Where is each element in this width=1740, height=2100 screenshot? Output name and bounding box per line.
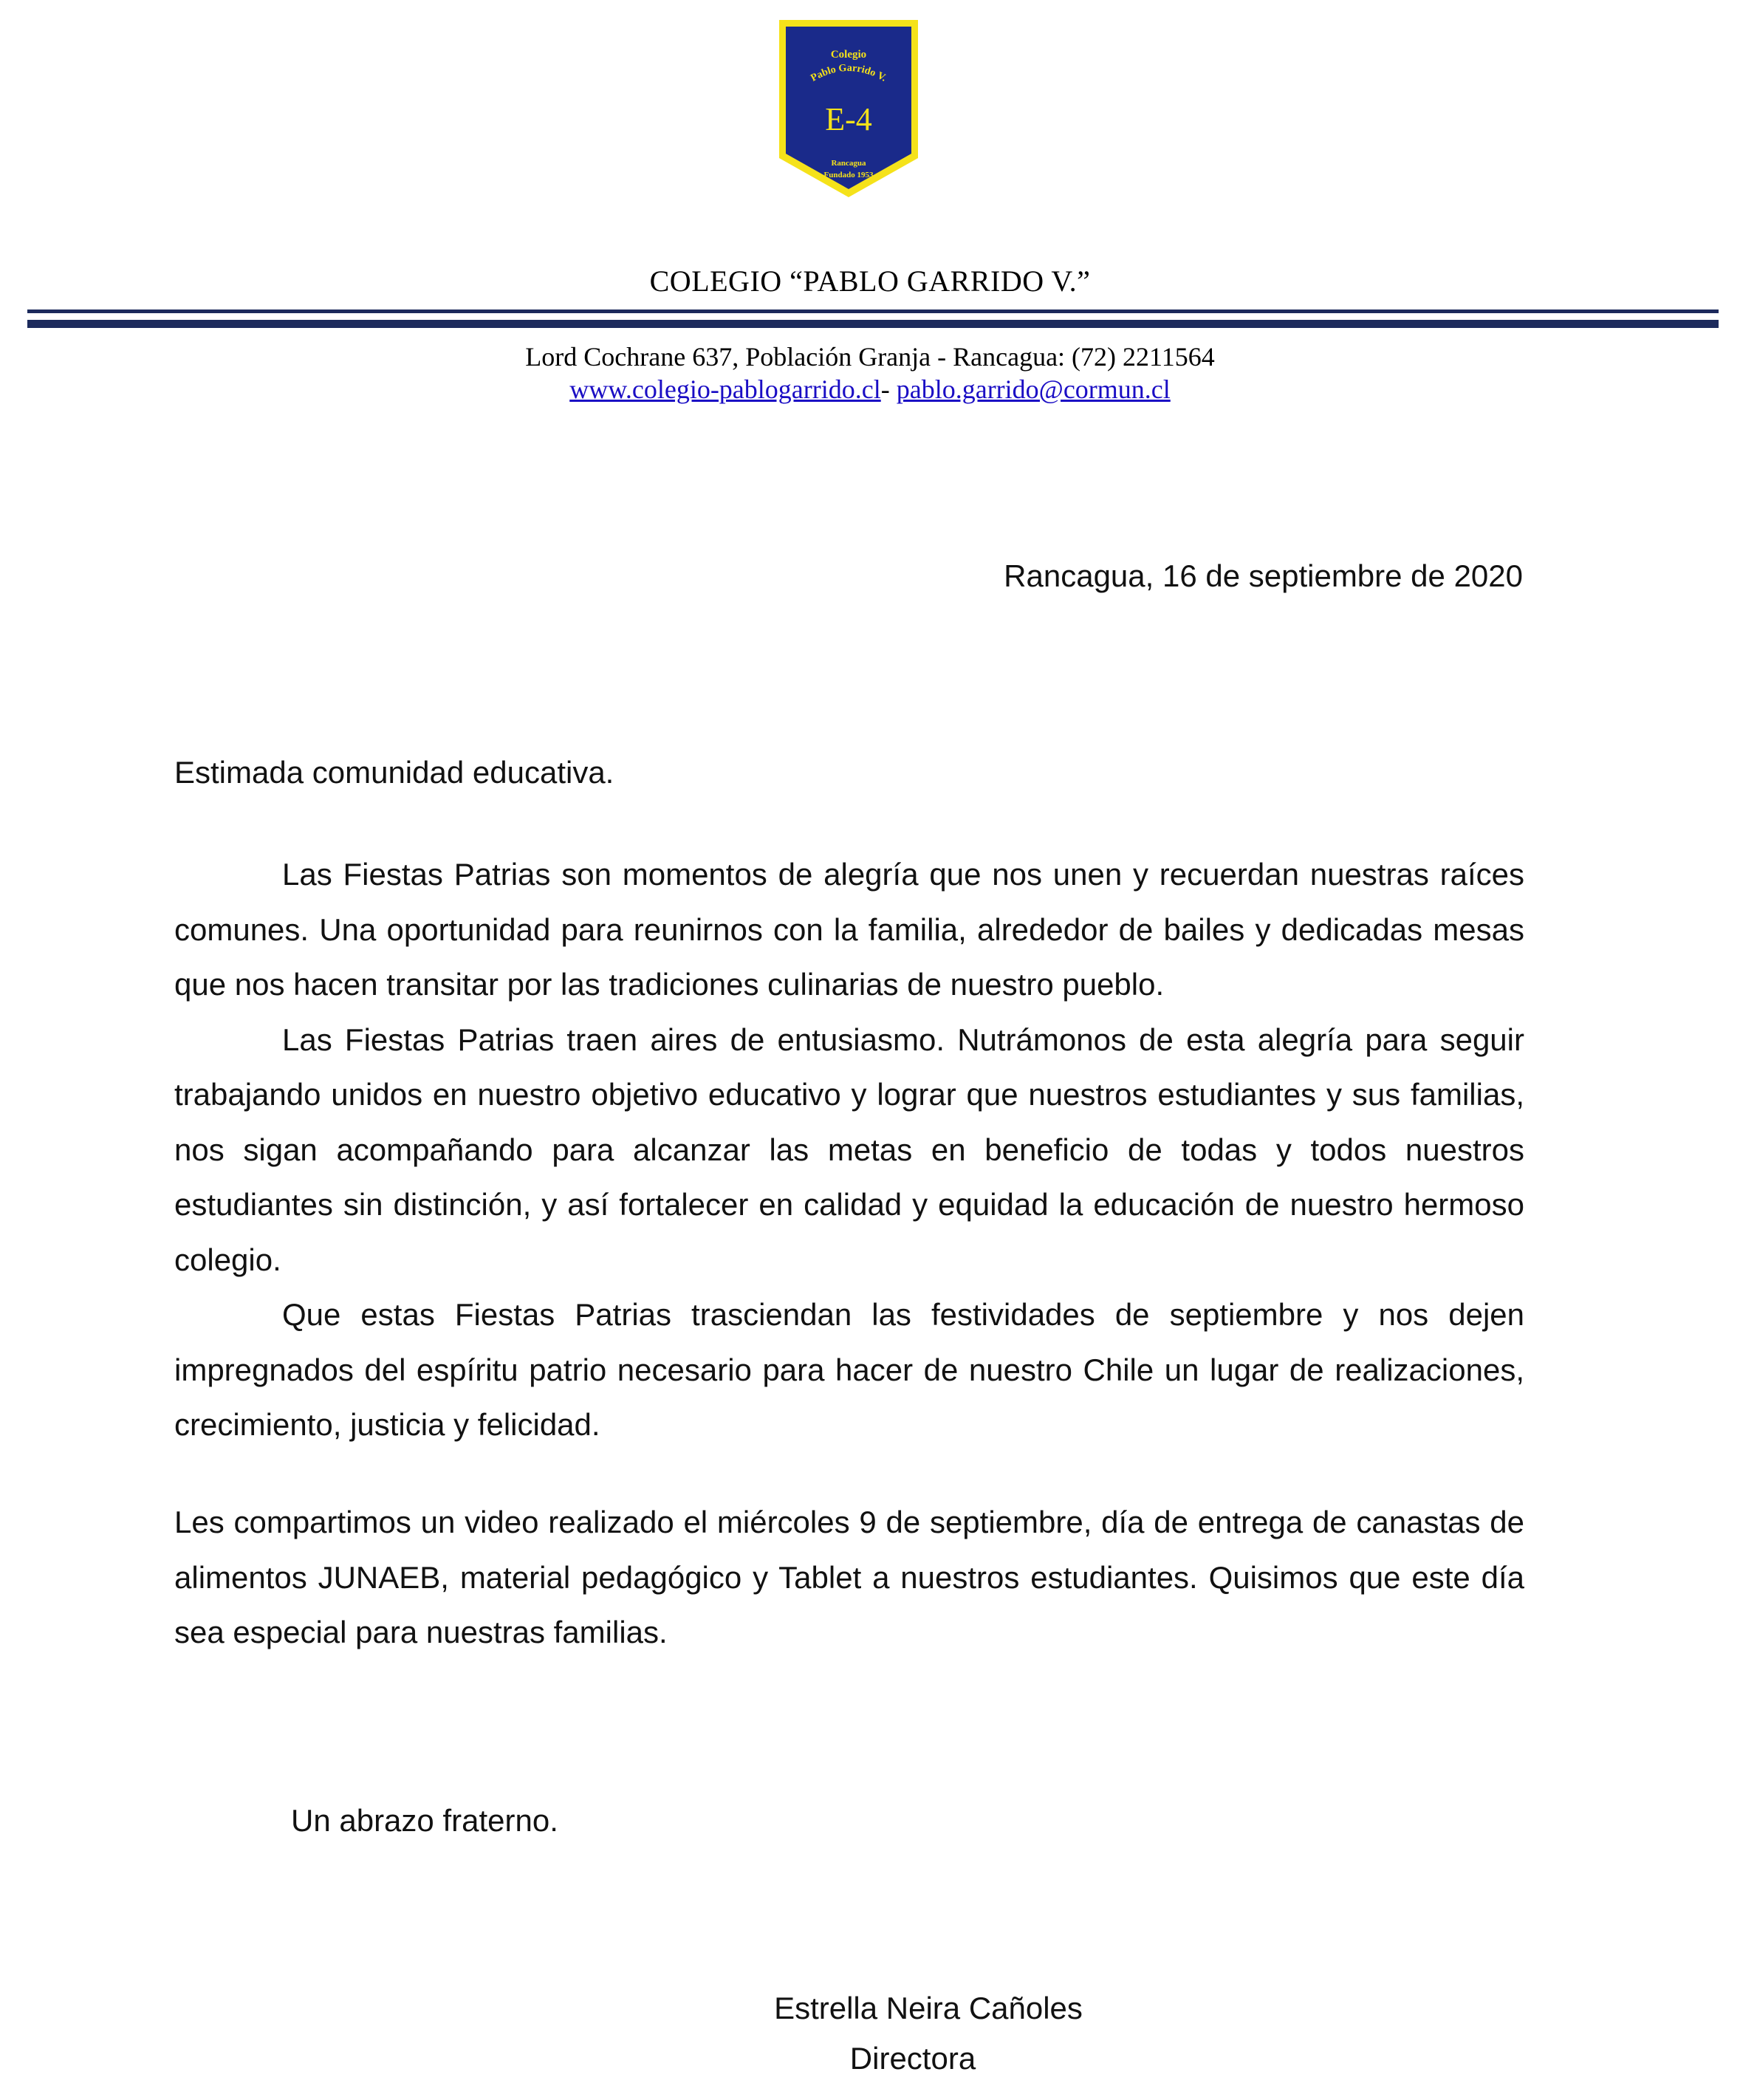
paragraph: Las Fiestas Patrias traen aires de entusiasmo. Nutrámonos de esta alegría para seguir trabajando unidos en nuestro objetivo educativo y lograr que nuestros estudiantes y sus familias, nos sigan acompañando para alcanzar las metas en beneficio de todas y todos nuestros estudiantes sin distinción, y así fortalecer en calidad y equidad la educación de nuestro hermoso colegio. [174, 1022, 1524, 1277]
link-separator: - [880, 374, 897, 404]
school-crest-logo [777, 18, 920, 199]
email-link[interactable]: pablo.garrido@cormun.cl [896, 374, 1171, 404]
letter-closing: Un abrazo fraterno. [291, 1803, 558, 1838]
header-rule-thick [27, 320, 1719, 328]
crest-text-code: E-4 [825, 101, 872, 137]
signature-title: Directora [849, 2041, 976, 2076]
website-link[interactable]: www.colegio-pablogarrido.cl [569, 374, 881, 404]
school-name-heading: COLEGIO “PABLO GARRIDO V.” [649, 264, 1091, 298]
crest-text-founded: Fundado 1953 [823, 171, 874, 179]
crest-text-colegio: Colegio [830, 49, 867, 61]
paragraph: Les compartimos un video realizado el miércoles 9 de septiembre, día de entrega de canastas de alimentos JUNAEB, material pedagógico y Tablet a nuestros estudiantes. Quisimos que este día sea especial para nuestras familias. [174, 1505, 1524, 1649]
header-rule-thin [27, 309, 1719, 313]
paragraph: Las Fiestas Patrias son momentos de alegría que nos unen y recuerdan nuestras raíces comunes. Una oportunidad para reunirnos con la familia, alrededor de bailes y dedicadas mesas que nos hacen transitar por las tradiciones culinarias de nuestro pueblo. [174, 857, 1524, 1002]
letter-date: Rancagua, 16 de septiembre de 2020 [1004, 558, 1523, 593]
crest-text-name: Pablo Garrido V. [809, 62, 888, 84]
paragraph: Que estas Fiestas Patrias trasciendan las festividades de septiembre y nos dejen impregnados del espíritu patrio necesario para hacer de nuestro Chile un lugar de realizaciones, crecimiento, justicia y felicidad. [174, 1297, 1524, 1442]
crest-text-city: Rancagua [831, 159, 866, 168]
letter-video-note [174, 1495, 1524, 1660]
signature-name: Estrella Neira Cañoles [774, 1991, 1083, 2025]
school-address: Lord Cochrane 637, Población Granja - Rancagua: (72) 2211564 [525, 342, 1215, 372]
letter-body [174, 847, 1524, 1453]
contact-links [0, 374, 1740, 405]
letter-greeting: Estimada comunidad educativa. [174, 755, 614, 790]
